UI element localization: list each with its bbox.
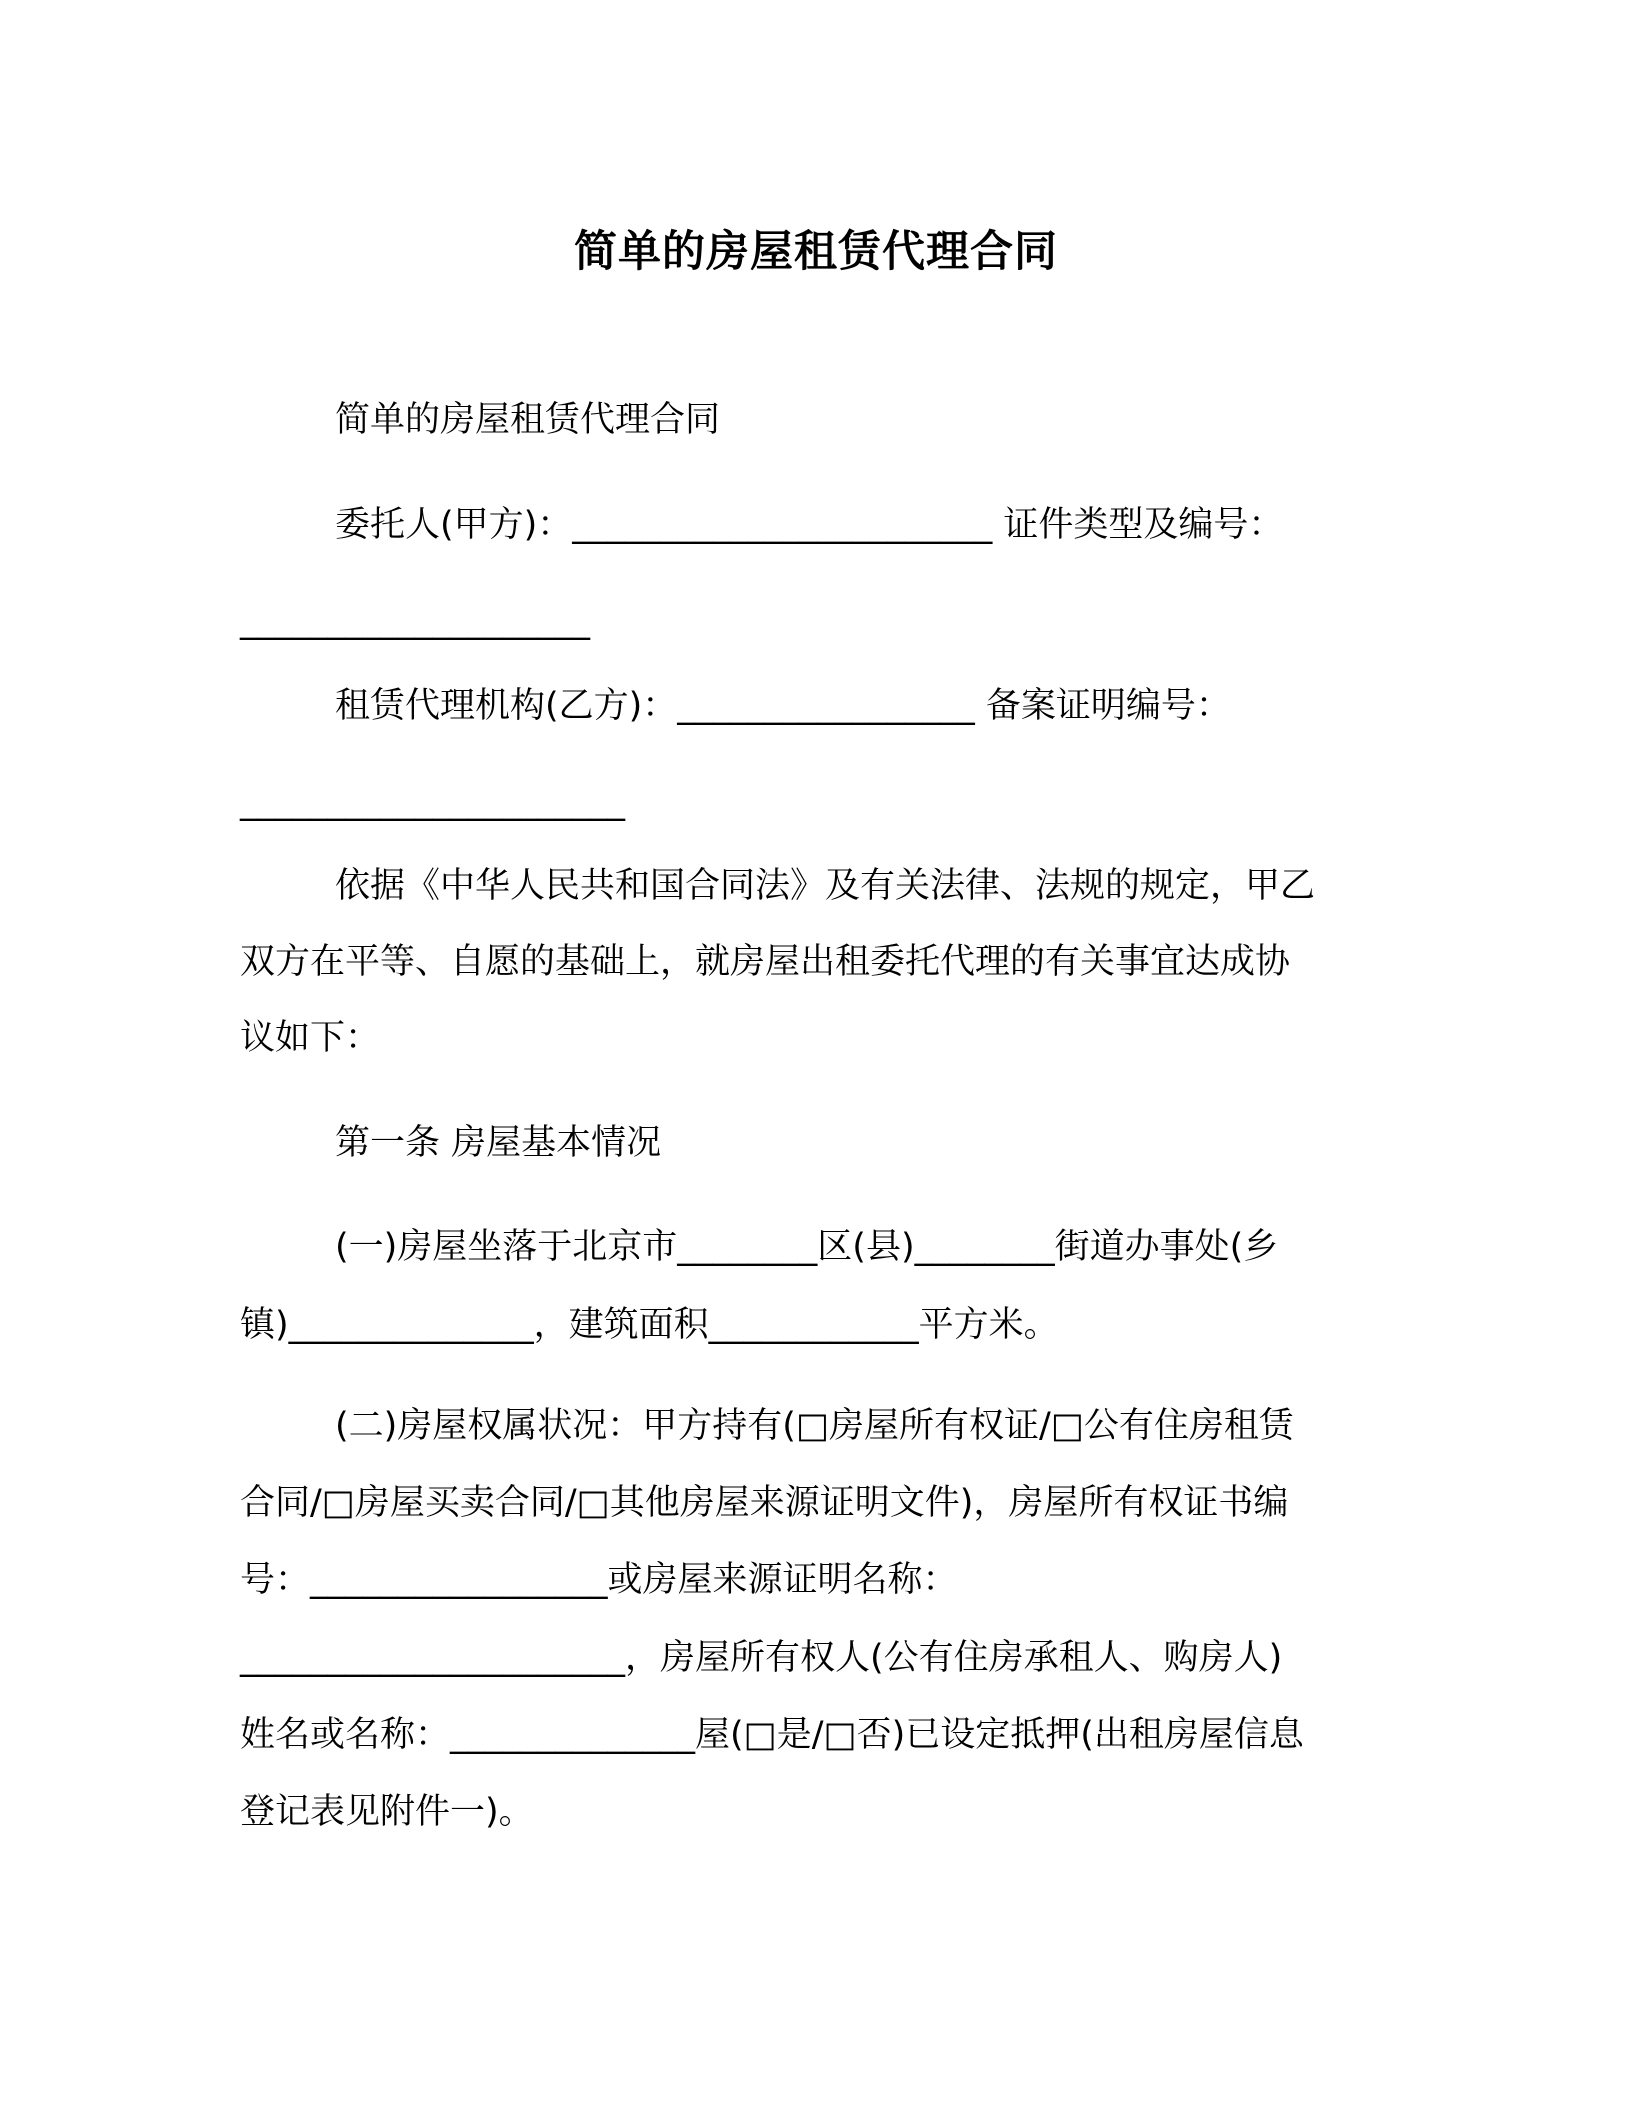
document-subtitle: 简单的房屋租赁代理合同 bbox=[335, 400, 721, 440]
preamble-line: 双方在平等、自愿的基础上，就房屋出租委托代理的有关事宜达成协 bbox=[240, 942, 1291, 982]
clause-1-line: (一)房屋坐落于北京市________区(县)________街道办事处(乡 bbox=[335, 1227, 1279, 1267]
clause-2-line: 登记表见附件一)。 bbox=[240, 1792, 534, 1832]
clause-2-line: (二)房屋权属状况：甲方持有(□房屋所有权证/□公有住房租赁 bbox=[335, 1406, 1294, 1446]
party-a-line: 委托人(甲方)：________________________ 证件类型及编号： bbox=[335, 505, 1284, 545]
preamble-line: 依据《中华人民共和国合同法》及有关法律、法规的规定，甲乙 bbox=[335, 866, 1316, 906]
clause-2-line: 号：_________________或房屋来源证明名称： bbox=[240, 1560, 958, 1600]
party-b-continuation: ______________________ bbox=[240, 782, 625, 822]
party-b-line: 租赁代理机构(乙方)：_________________ 备案证明编号： bbox=[335, 686, 1231, 726]
clause-2-line: 合同/□房屋买卖合同/□其他房屋来源证明文件)，房屋所有权证书编 bbox=[240, 1483, 1289, 1523]
clause-2-line: ______________________，房屋所有权人(公有住房承租人、购房人) bbox=[240, 1638, 1283, 1678]
clause-1-line: 镇)______________，建筑面积____________平方米。 bbox=[240, 1305, 1059, 1345]
article-1-heading: 第一条 房屋基本情况 bbox=[335, 1123, 662, 1163]
party-a-continuation: ____________________ bbox=[240, 601, 590, 641]
clause-2-line: 姓名或名称：______________屋(□是/□否)已设定抵押(出租房屋信息 bbox=[240, 1715, 1304, 1755]
document-title: 简单的房屋租赁代理合同 bbox=[574, 227, 1058, 277]
preamble-line: 议如下： bbox=[240, 1018, 381, 1058]
